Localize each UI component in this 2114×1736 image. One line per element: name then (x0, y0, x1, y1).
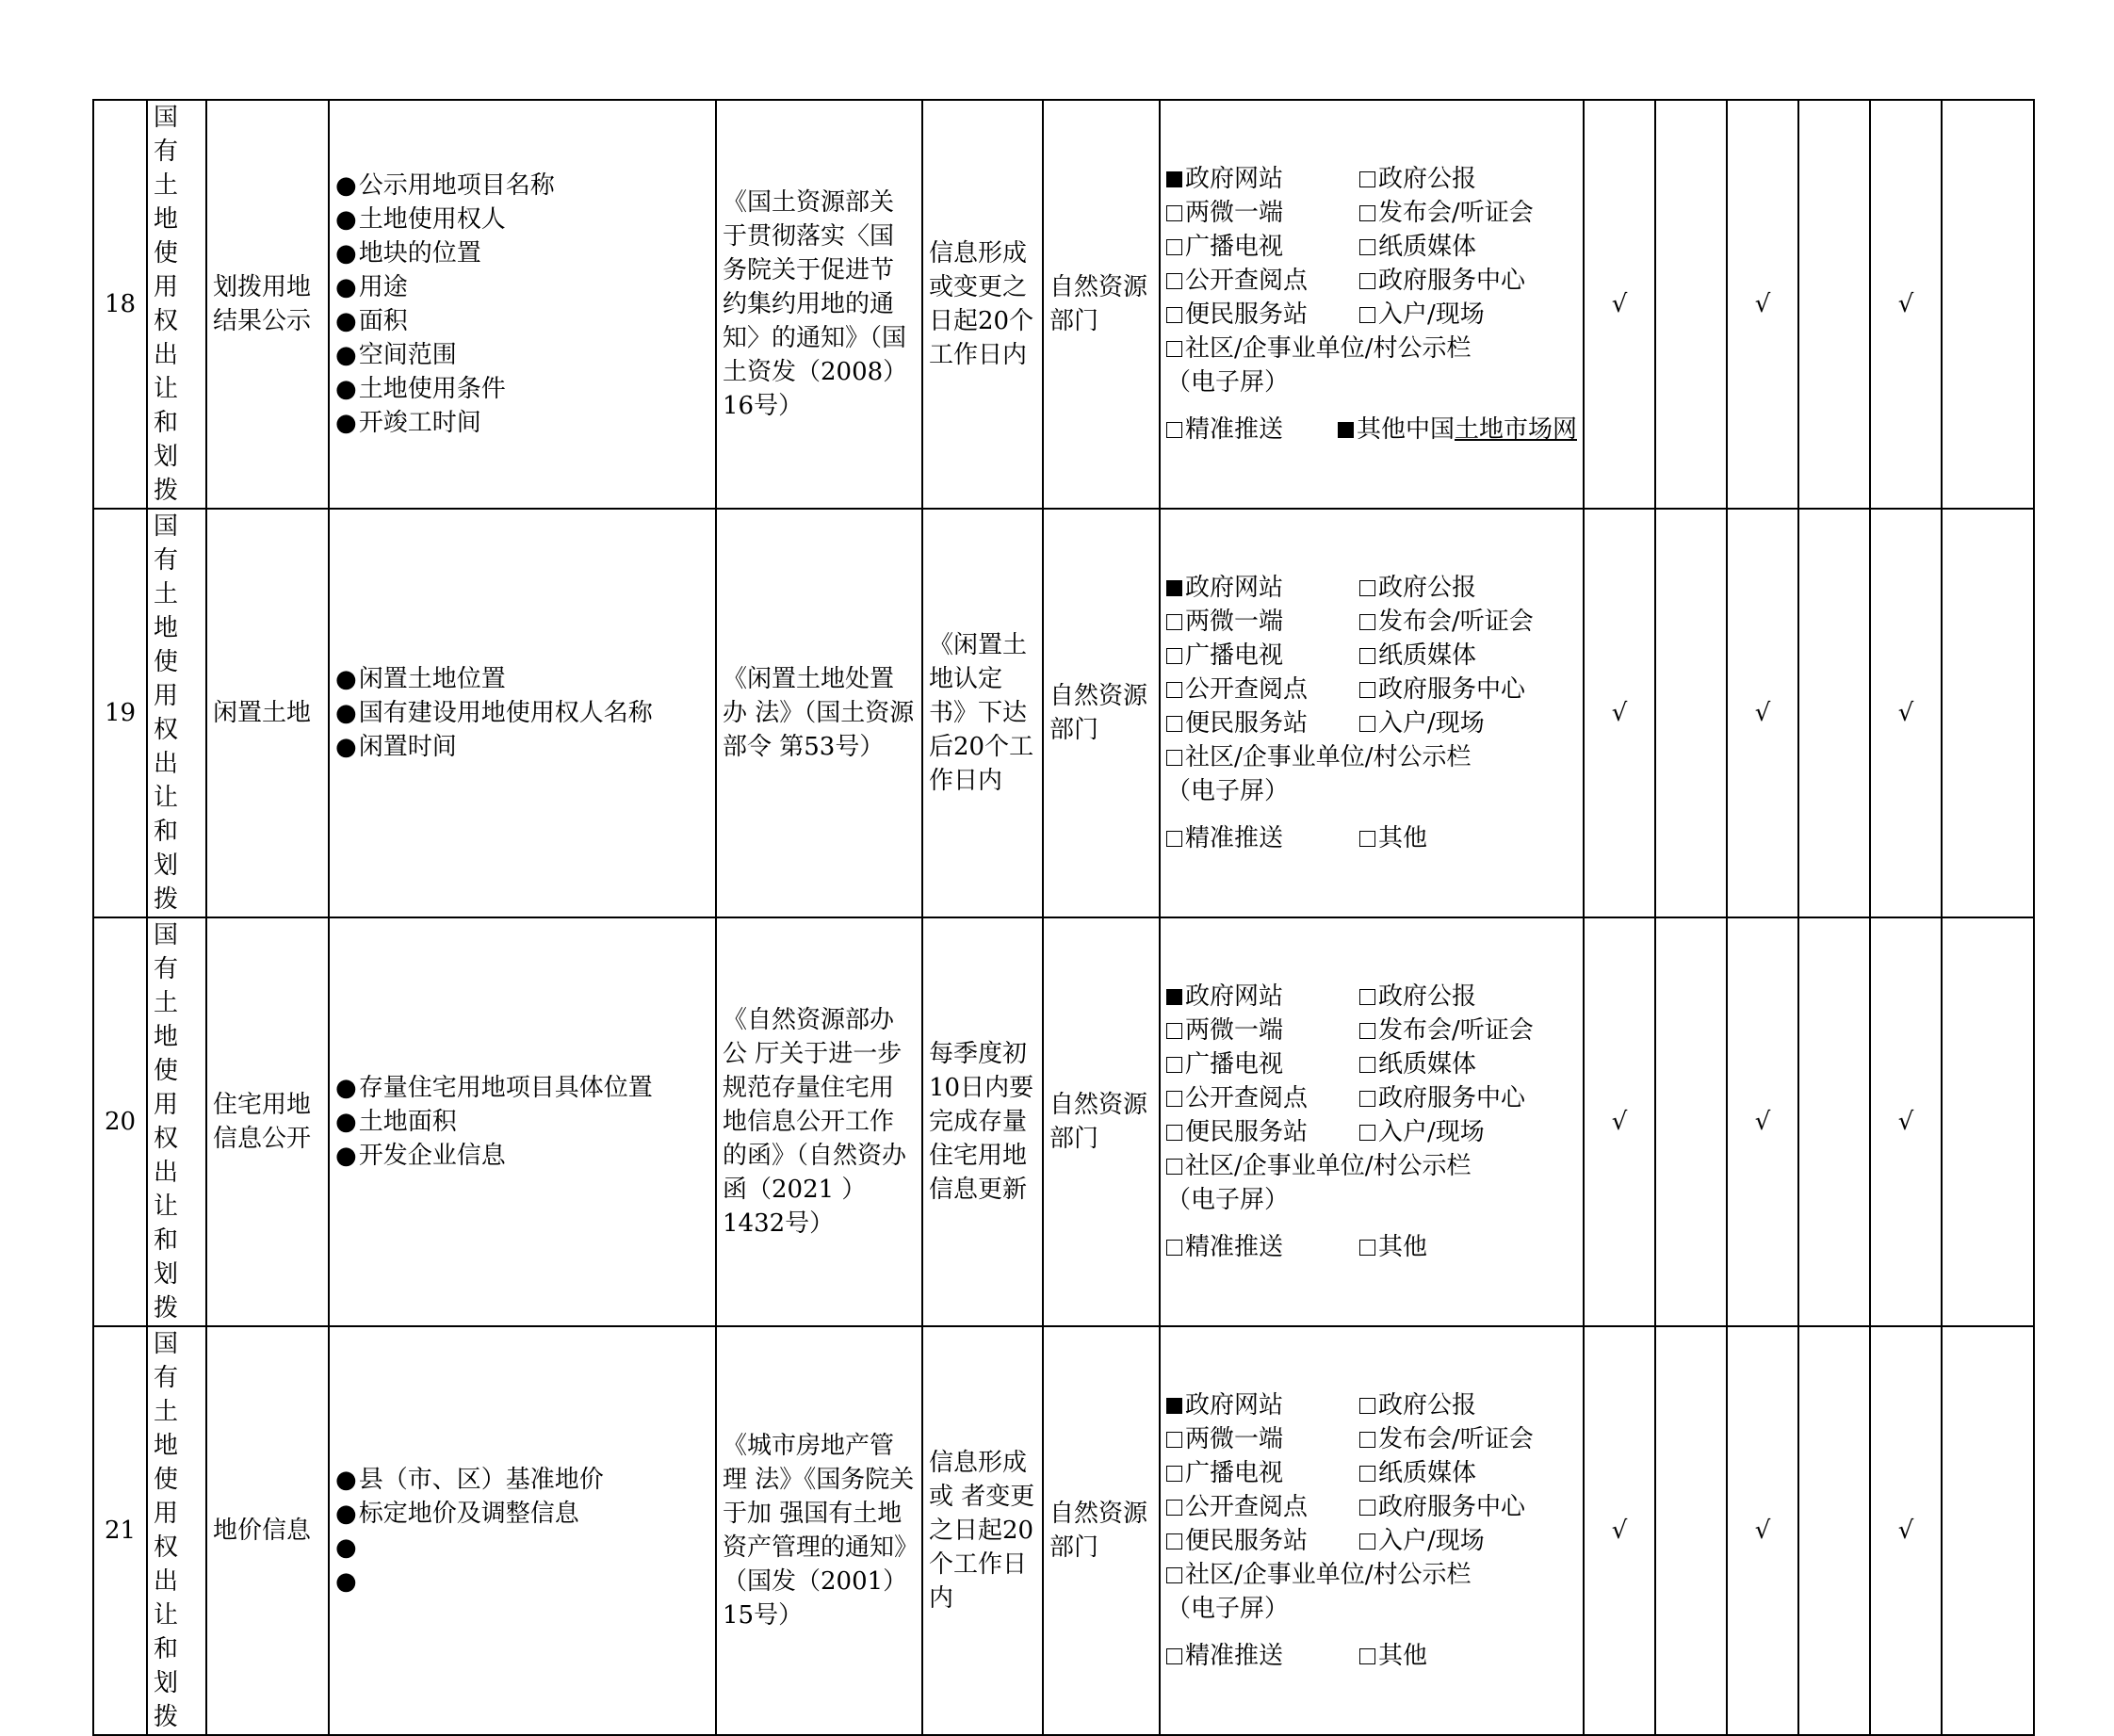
table-row (93, 1326, 2034, 1735)
basis-cell: 《自然资源部办公 厅关于进一步规范存量住宅用地信息公开工作的函》（自然资办函（2021 ） 1432号） (716, 917, 922, 1326)
check-cell-2 (1655, 1326, 1727, 1735)
checkbox-icon[interactable] (1166, 1648, 1182, 1664)
checkbox-icon[interactable] (1166, 273, 1182, 289)
category-cell: 国有土地使用权出让和划拨 (147, 509, 206, 917)
item-cell: 住宅用地信息公开 (206, 917, 329, 1326)
content-bullet-item: ● 县（市、区）基准地价 (335, 1463, 709, 1497)
checkbox-icon[interactable] (1166, 682, 1182, 698)
content-bullet-item: ● 土地面积 (335, 1105, 709, 1139)
content-bullet-item: ● 土地使用权人 (335, 203, 709, 236)
content-bullet-item: ● 闲置时间 (335, 730, 709, 764)
checkbox-icon[interactable] (1359, 1466, 1375, 1482)
item-cell: 闲置土地 (206, 509, 329, 917)
category-cell: 国有土地使用权出让和划拨 (147, 917, 206, 1326)
agency-cell: 自然资源部门 (1043, 917, 1160, 1326)
content-bullet-item: ● 面积 (335, 304, 709, 338)
checkbox-icon[interactable] (1166, 1125, 1182, 1141)
check-cell-6 (1942, 100, 2034, 509)
content-bullet-item: ● 公示用地项目名称 (335, 169, 709, 203)
content-bullet-item: ● 存量住宅用地项目具体位置 (335, 1071, 709, 1105)
check-cell-2 (1655, 917, 1727, 1326)
check-cell-6 (1942, 1326, 2034, 1735)
checkbox-icon[interactable] (1166, 341, 1182, 357)
checkbox-icon[interactable] (1359, 1432, 1375, 1448)
checkbox-checked-icon[interactable] (1338, 422, 1354, 438)
checkbox-icon[interactable] (1166, 422, 1182, 438)
check-cell-4 (1798, 917, 1870, 1326)
agency-cell: 自然资源部门 (1043, 1326, 1160, 1735)
checkbox-icon[interactable] (1166, 1159, 1182, 1175)
checkbox-icon[interactable] (1359, 1091, 1375, 1107)
table-body (93, 100, 2034, 1735)
item-cell: 划拨用地结果公示 (206, 100, 329, 509)
checkbox-icon[interactable] (1359, 1648, 1375, 1664)
checkbox-icon[interactable] (1166, 1432, 1182, 1448)
check-cell-3: √ (1727, 100, 1798, 509)
check-cell-5: √ (1870, 509, 1942, 917)
basis-cell: 《城市房地产管理 法》《国务院关于加 强国有土地资产管理的通知》（国发（2001） 15号） (716, 1326, 922, 1735)
row-number: 19 (93, 509, 147, 917)
category-cell: 国有土地使用权出让和划拨 (147, 1326, 206, 1735)
check-cell-6 (1942, 509, 2034, 917)
checkbox-icon[interactable] (1359, 1240, 1375, 1256)
checkbox-icon[interactable] (1359, 307, 1375, 323)
checkbox-icon[interactable] (1359, 580, 1375, 596)
checkbox-icon[interactable] (1166, 307, 1182, 323)
deadline-cell: 信息形成或 者变更之日起20个工作日内 (922, 1326, 1043, 1735)
check-cell-3: √ (1727, 509, 1798, 917)
checkbox-icon[interactable] (1359, 648, 1375, 664)
checkbox-checked-icon[interactable] (1166, 1398, 1182, 1414)
category-cell: 国有土地使用权出让和划拨 (147, 100, 206, 509)
checkbox-icon[interactable] (1166, 1533, 1182, 1549)
row-number: 18 (93, 100, 147, 509)
check-cell-4 (1798, 1326, 1870, 1735)
content-bullet-item (335, 1565, 709, 1598)
checkbox-icon[interactable] (1166, 1466, 1182, 1482)
content-bullet-item: ● 地块的位置 (335, 236, 709, 270)
checkbox-icon[interactable] (1359, 1125, 1375, 1141)
agency-cell: 自然资源部门 (1043, 509, 1160, 917)
checkbox-icon[interactable] (1359, 1398, 1375, 1414)
checkbox-checked-icon[interactable] (1166, 171, 1182, 187)
check-cell-1: √ (1584, 100, 1655, 509)
checkbox-icon[interactable] (1359, 682, 1375, 698)
checkbox-icon[interactable] (1359, 1533, 1375, 1549)
checkbox-icon[interactable] (1359, 831, 1375, 847)
check-cell-2 (1655, 100, 1727, 509)
checkbox-icon[interactable] (1166, 1023, 1182, 1039)
check-cell-3: √ (1727, 917, 1798, 1326)
basis-cell: 《闲置土地处置办 法》（国土资源部令 第53号） (716, 509, 922, 917)
contents-cell (329, 917, 716, 1326)
contents-cell (329, 100, 716, 509)
item-cell: 地价信息 (206, 1326, 329, 1735)
table-row (93, 509, 2034, 917)
checkbox-icon[interactable] (1359, 1023, 1375, 1039)
check-cell-3: √ (1727, 1326, 1798, 1735)
checkbox-icon[interactable] (1166, 205, 1182, 221)
checkbox-icon[interactable] (1359, 273, 1375, 289)
checkbox-checked-icon[interactable] (1166, 580, 1182, 596)
checkbox-icon[interactable] (1359, 716, 1375, 732)
checkbox-icon[interactable] (1359, 171, 1375, 187)
check-cell-4 (1798, 509, 1870, 917)
row-number: 21 (93, 1326, 147, 1735)
checkbox-icon[interactable] (1166, 1091, 1182, 1107)
checkbox-icon[interactable] (1359, 614, 1375, 630)
checkbox-icon[interactable] (1359, 205, 1375, 221)
deadline-cell: 《闲置土地认定书》下达后20个工作日内 (922, 509, 1043, 917)
check-cell-1: √ (1584, 509, 1655, 917)
checkbox-icon[interactable] (1166, 648, 1182, 664)
content-bullet-item: ● 标定地价及调整信息 (335, 1497, 709, 1531)
content-bullet-item (335, 1531, 709, 1565)
checkbox-icon[interactable] (1166, 614, 1182, 630)
check-cell-1: √ (1584, 1326, 1655, 1735)
agency-cell: 自然资源部门 (1043, 100, 1160, 509)
channels-cell: 政府网站 政府公报 两微一端 发布会/听证会 广播电视 纸质媒体 公开查阅点 政府服务中心 便民服务站 入户/现场 社区/企事业单位/村公示栏 （电子屏） 精准推送 其他 (1160, 917, 1584, 1326)
content-bullet-item: ● 开竣工时间 (335, 406, 709, 440)
content-bullet-item: ● 用途 (335, 270, 709, 304)
checkbox-icon[interactable] (1359, 239, 1375, 255)
channels-cell: 政府网站 政府公报 两微一端 发布会/听证会 广播电视 纸质媒体 公开查阅点 政府服务中心 便民服务站 入户/现场 社区/企事业单位/村公示栏 （电子屏） 精准推送 其他 (1160, 1326, 1584, 1735)
content-bullet-item: ● 土地使用条件 (335, 372, 709, 406)
checkbox-icon[interactable] (1166, 831, 1182, 847)
checkbox-icon[interactable] (1359, 1057, 1375, 1073)
table-row (93, 100, 2034, 509)
content-bullet-item: ● 闲置土地位置 (335, 662, 709, 696)
table-row (93, 917, 2034, 1326)
checkbox-icon[interactable] (1166, 239, 1182, 255)
channels-cell: 政府网站 政府公报 两微一端 发布会/听证会 广播电视 纸质媒体 公开查阅点 政府服务中心 便民服务站 入户/现场 社区/企事业单位/村公示栏 （电子屏） 精准推送 其他中国土地市场网 (1160, 100, 1584, 509)
check-cell-1: √ (1584, 917, 1655, 1326)
content-bullet-item: ● 开发企业信息 (335, 1139, 709, 1173)
checkbox-icon[interactable] (1166, 1057, 1182, 1073)
checkbox-icon[interactable] (1166, 1240, 1182, 1256)
check-cell-2 (1655, 509, 1727, 917)
check-cell-5: √ (1870, 100, 1942, 509)
checkbox-icon[interactable] (1166, 750, 1182, 766)
checkbox-icon[interactable] (1166, 1567, 1182, 1583)
checkbox-checked-icon[interactable] (1166, 989, 1182, 1005)
check-cell-5: √ (1870, 917, 1942, 1326)
checkbox-icon[interactable] (1166, 1500, 1182, 1516)
check-cell-4 (1798, 100, 1870, 509)
deadline-cell: 每季度初10日内要完成存量住宅用地信息更新 (922, 917, 1043, 1326)
channels-cell: 政府网站 政府公报 两微一端 发布会/听证会 广播电视 纸质媒体 公开查阅点 政府服务中心 便民服务站 入户/现场 社区/企事业单位/村公示栏 （电子屏） 精准推送 其他 (1160, 509, 1584, 917)
check-cell-6 (1942, 917, 2034, 1326)
content-bullet-item: ● 国有建设用地使用权人名称 (335, 696, 709, 730)
content-bullet-item: ● 空间范围 (335, 338, 709, 372)
check-cell-5: √ (1870, 1326, 1942, 1735)
contents-cell (329, 1326, 716, 1735)
checkbox-icon[interactable] (1359, 1500, 1375, 1516)
checkbox-icon[interactable] (1166, 716, 1182, 732)
checkbox-icon[interactable] (1359, 989, 1375, 1005)
disclosure-table (92, 99, 2035, 1736)
basis-cell: 《国土资源部关于贯彻落实〈国务院关于促进节约集约用地的通知〉的通知》（国土资发（2008）16号） (716, 100, 922, 509)
deadline-cell: 信息形成或变更之日起20个工作日内 (922, 100, 1043, 509)
contents-cell (329, 509, 716, 917)
row-number: 20 (93, 917, 147, 1326)
